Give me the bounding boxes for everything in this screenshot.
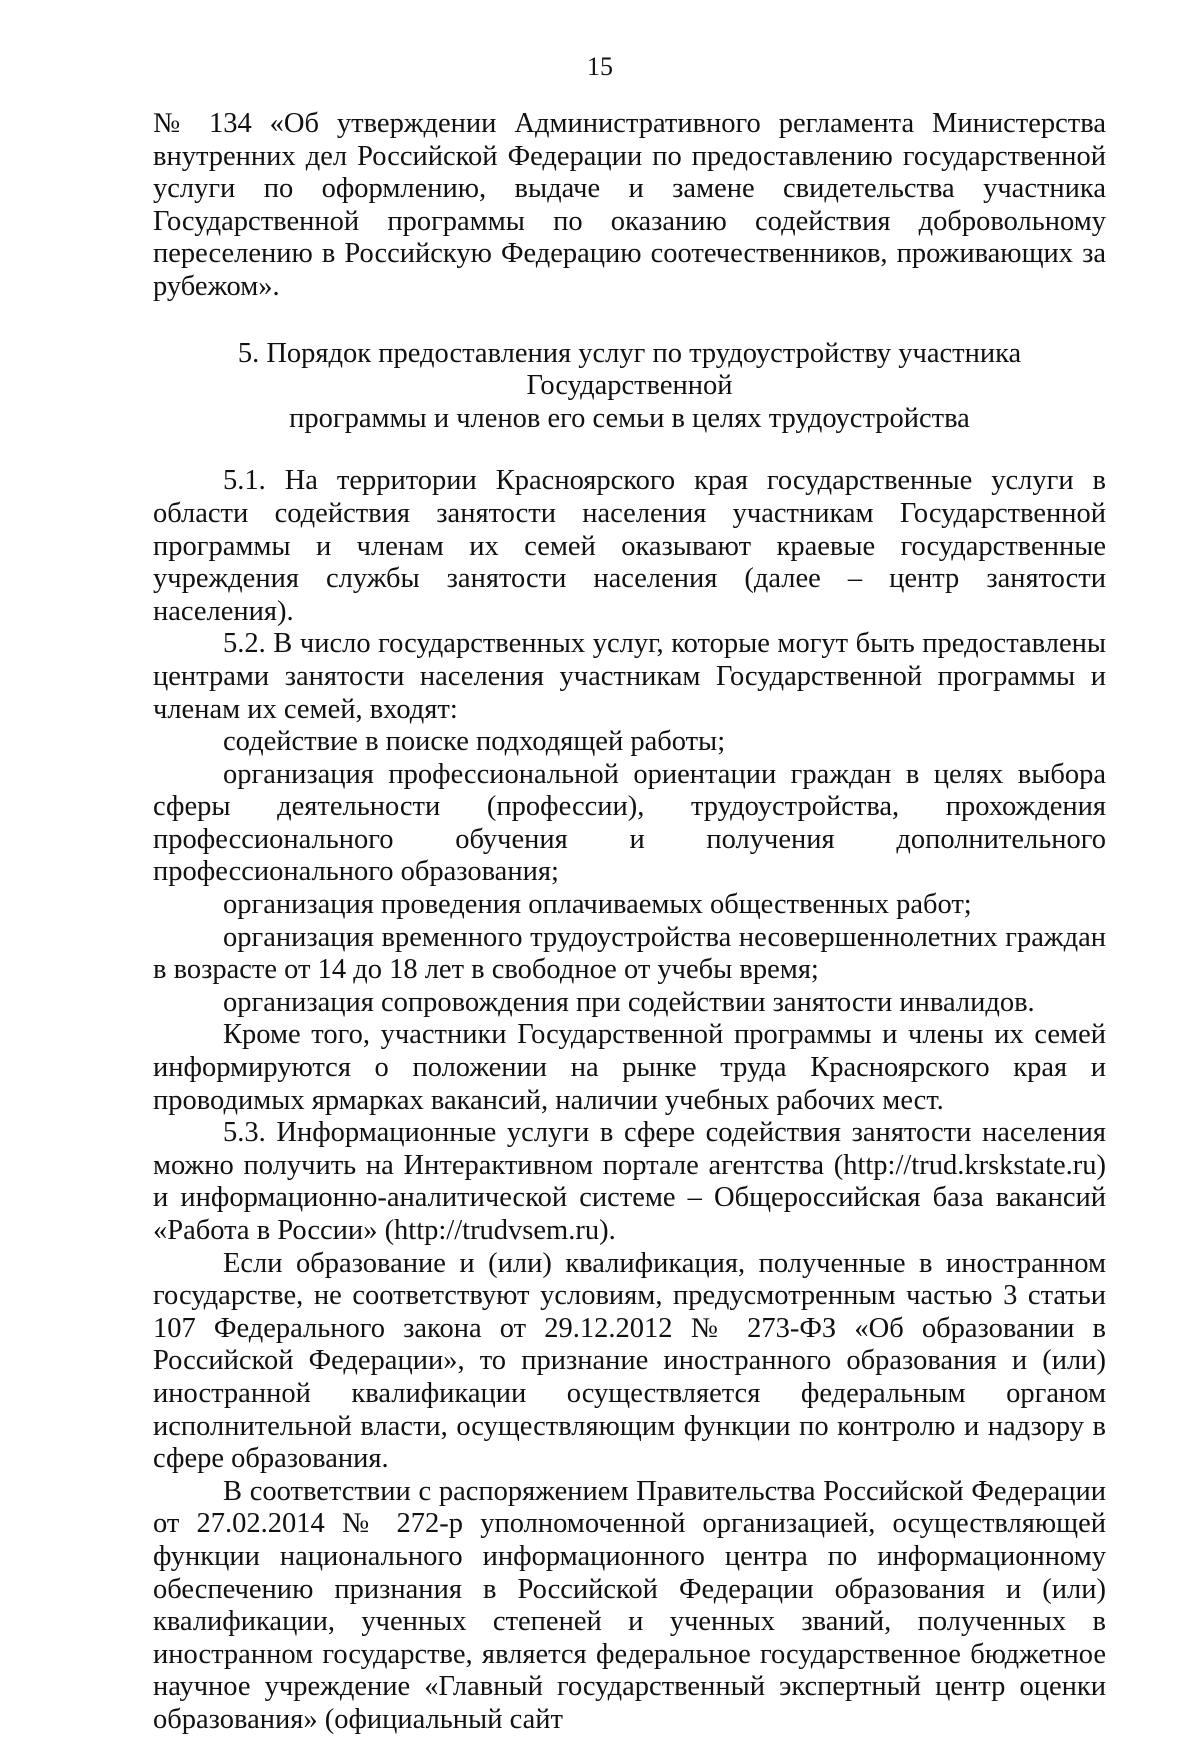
- list-item-temporary-employment: организация временного трудоустройства несовершеннолетних граждан в возрасте от 14 до 18 лет в свободное от учебы время;: [153, 921, 1106, 986]
- document-body: [153, 108, 1106, 1737]
- paragraph-foreign-education: Если образование и (или) квалификация, полученные в иностранном государстве, не соответствуют условиям, предусмотренным частью 3 статьи 107 Федерального закона от 29.12.2012 № 273-ФЗ «Об образовании в Российской Федерации», то признание иностранного образования и (или) иностранной квалификации осуществляется федеральным органом исполнительной власти, осуществляющим функции по контролю и надзору в сфере образования.: [153, 1247, 1106, 1475]
- section-heading-line-1: 5. Порядок предоставления услуг по трудоустройству участника Государственной: [237, 337, 1022, 402]
- intro-paragraph: № 134 «Об утверждении Административного регламента Министерства внутренних дел Российской Федерации по предоставлению государственной услуги по оформлению, выдаче и замене свидетельства участника Государственной программы по оказанию содействия добровольному переселению в Российскую Федерацию соотечественников, проживающих за рубежом».: [153, 108, 1106, 302]
- list-item-public-works: организация проведения оплачиваемых общественных работ;: [223, 889, 972, 921]
- paragraph-5-3: 5.3. Информационные услуги в сфере содействия занятости населения можно получить на Интерактивном портале агентства (http://trud.krskstate.ru) и информационно-аналитической системе – Общероссийская база вакансий «Работа в России» (http://trudvsem.ru).: [153, 1117, 1106, 1246]
- section-heading-line-2: программы и членов его семьи в целях трудоустройства: [289, 402, 970, 434]
- list-item-disabled-support: организация сопровождения при содействии занятости инвалидов.: [223, 986, 1035, 1018]
- paragraph-recognition-center: В соответствии с распоряжением Правительства Российской Федерации от 27.02.2014 № 272-р уполномоченной организацией, осуществляющей функции национального информационного центра по информационному обеспечению признания в Российской Федерации образования и (или) квалификации, ученных степеней и ученных званий, полученных в иностранном государстве, является федеральное государственное бюджетное научное учреждение «Главный государственный экспертный центр оценки образования» (официальный сайт: [153, 1475, 1106, 1735]
- paragraph-labour-market-info: Кроме того, участники Государственной программы и члены их семей информируются о положении на рынке труда Красноярского края и проводимых ярмарках вакансий, наличии учебных рабочих мест.: [153, 1019, 1106, 1116]
- page-number: 15: [587, 52, 613, 81]
- paragraph-5-1: 5.1. На территории Красноярского края государственные услуги в области содействия занятости населения участникам Государственной программы и членам их семей оказывают краевые государственные учреждения службы занятости населения (далее – центр занятости населения).: [153, 465, 1106, 627]
- list-item-job-search: содействие в поиске подходящей работы;: [223, 726, 726, 758]
- list-item-career-guidance: организация профессиональной ориентации граждан в целях выбора сферы деятельности (профессии), трудоустройства, прохождения профессионального обучения и получения дополнительного профессионального образования;: [153, 758, 1106, 888]
- section-heading: [153, 338, 1106, 436]
- paragraph-5-2: 5.2. В число государственных услуг, которые могут быть предоставлены центрами занятости населения участникам Государственной программы и членам их семей, входят:: [153, 628, 1106, 725]
